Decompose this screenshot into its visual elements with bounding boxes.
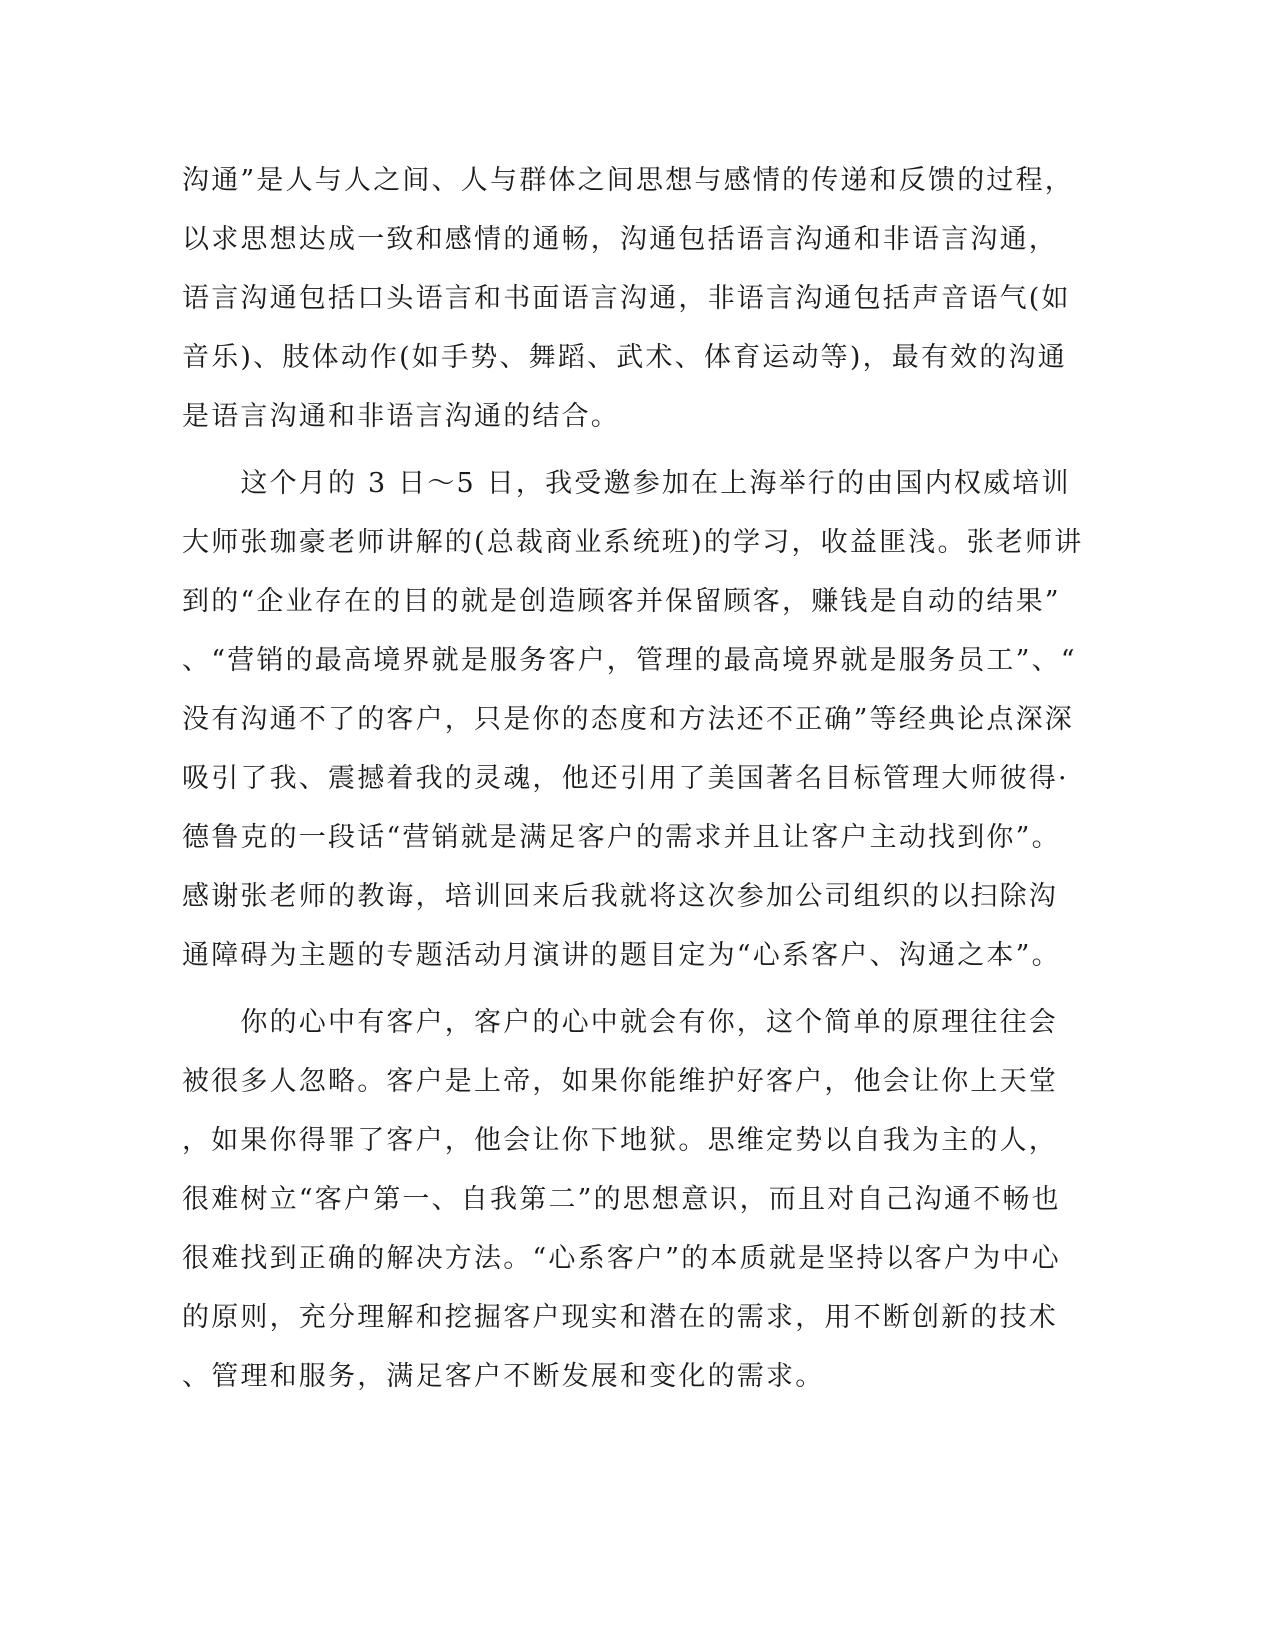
text-line: 沟通”是人与人之间、人与群体之间思想与感情的传递和反馈的过程， [182, 165, 1075, 196]
text-line: ，如果你得罪了客户，他会让你下地狱。思维定势以自我为主的人， [182, 1125, 1058, 1156]
paragraph-spacer [182, 985, 1036, 993]
paragraph-1 [182, 151, 1075, 446]
text-line: 感谢张老师的教诲，培训回来后我就将这次参加公司组织的以扫除沟 [182, 881, 1058, 912]
text-line: 语言沟通包括口头语言和书面语言沟通，非语言沟通包括声音语气(如 [182, 283, 1071, 314]
text-line: 以求思想达成一致和感情的通畅，沟通包括语言沟通和非语言沟通， [182, 224, 1058, 255]
paragraph-2 [182, 454, 1084, 985]
text-line: 德鲁克的一段话“营销就是满足客户的需求并且让客户主动找到你”。 [182, 822, 1061, 853]
text-line: 吸引了我、震撼着我的灵魂，他还引用了美国著名目标管理大师彼得· [182, 763, 1069, 794]
text-line: 你的心中有客户，客户的心中就会有你，这个简单的原理往往会 [182, 1007, 1058, 1038]
text-line: 没有沟通不了的客户，只是你的态度和方法还不正确”等经典论点深深 [182, 704, 1075, 735]
text-line: 通障碍为主题的专题活动月演讲的题目定为“心系客户、沟通之本”。 [182, 940, 1061, 971]
text-line: 是语言沟通和非语言沟通的结合。 [182, 401, 620, 432]
text-line: 、管理和服务，满足客户不断发展和变化的需求。 [182, 1361, 825, 1392]
text-line: 的原则，充分理解和挖掘客户现实和潜在的需求，用不断创新的技术 [182, 1302, 1058, 1333]
paragraph-spacer [182, 446, 1036, 454]
text-line: 很难树立“客户第一、自我第二”的思想意识，而且对自己沟通不畅也 [182, 1184, 1061, 1215]
document-body [182, 151, 1084, 1406]
text-line: 音乐)、肢体动作(如手势、舞蹈、武术、体育运动等)，最有效的沟通 [182, 342, 1067, 373]
text-line: 很难找到正确的解决方法。“心系客户”的本质就是坚持以客户为中心 [182, 1243, 1061, 1274]
paragraph-3 [182, 993, 1061, 1406]
text-line: 到的“企业存在的目的就是创造顾客并保留顾客，赚钱是自动的结果” [182, 586, 1061, 617]
text-line: 、“营销的最高境界就是服务客户，管理的最高境界就是服务员工”、“ [182, 645, 1077, 676]
text-line: 被很多人忽略。客户是上帝，如果你能维护好客户，他会让你上天堂 [182, 1066, 1058, 1097]
text-line: 大师张珈豪老师讲解的(总裁商业系统班)的学习，收益匪浅。张老师讲 [182, 527, 1084, 558]
text-line: 这个月的 3 日～5 日，我受邀参加在上海举行的由国内权威培训 [182, 468, 1071, 499]
